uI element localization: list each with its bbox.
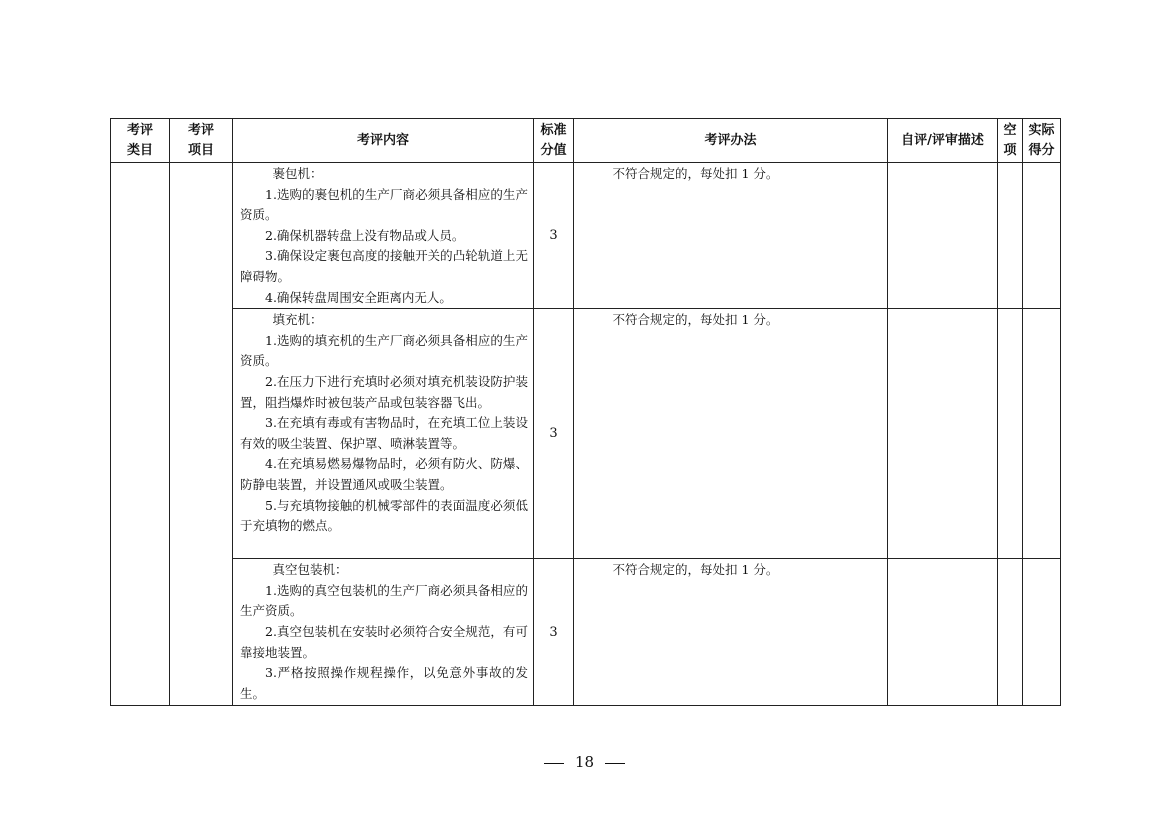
project-cell xyxy=(170,163,233,706)
header-self-review: 自评/评审描述 xyxy=(888,119,998,163)
table-header-row xyxy=(111,119,1061,163)
content-cell xyxy=(233,163,534,309)
content-title: 真空包装机： xyxy=(272,562,348,578)
header-standard-score: 标准 分值 xyxy=(534,119,574,163)
table-row xyxy=(111,163,1061,309)
content-item: 4.确保转盘周围安全距离内无人。 xyxy=(265,289,452,305)
self-review-cell[interactable] xyxy=(888,163,998,309)
actual-score-cell[interactable] xyxy=(1023,309,1061,559)
header-actual-score: 实际 得分 xyxy=(1023,119,1061,163)
content-item: 3.确保设定裹包高度的接触开关的凸轮轨道上无障碍物。 xyxy=(240,248,528,284)
content-item: 2.确保机器转盘上没有物品或人员。 xyxy=(265,227,465,243)
header-method: 考评办法 xyxy=(574,119,888,163)
evaluation-table xyxy=(110,118,1061,706)
content-cell xyxy=(233,309,534,559)
content-cell xyxy=(233,559,534,706)
footer-dash-right xyxy=(605,763,625,764)
content-item: 1.选购的填充机的生产厂商必须具备相应的生产资质。 xyxy=(240,332,528,369)
method-text: 不符合规定的，每处扣 1 分。 xyxy=(612,562,779,578)
category-cell xyxy=(111,163,170,706)
empty-item-cell[interactable] xyxy=(998,559,1023,706)
header-category: 考评 类目 xyxy=(111,119,170,163)
score-cell: 3 xyxy=(534,559,574,706)
method-cell xyxy=(574,163,888,309)
content-title: 裹包机： xyxy=(272,166,323,181)
actual-score-cell[interactable] xyxy=(1023,559,1061,706)
content-item: 3.在充填有毒或有害物品时，在充填工位上装设有效的吸尘装置、保护罩、喷淋装置等。 xyxy=(240,415,528,451)
method-cell xyxy=(574,309,888,559)
content-item: 2.真空包装机在安装时必须符合安全规范，有可靠接地装置。 xyxy=(240,623,528,660)
method-text: 不符合规定的，每处扣 1 分。 xyxy=(612,312,779,328)
content-title: 填充机： xyxy=(272,312,323,328)
score-cell: 3 xyxy=(534,163,574,309)
content-item: 1.选购的真空包装机的生产厂商必须具备相应的生产资质。 xyxy=(240,582,528,619)
score-cell: 3 xyxy=(534,309,574,559)
empty-item-cell[interactable] xyxy=(998,163,1023,309)
actual-score-cell[interactable] xyxy=(1023,163,1061,309)
self-review-cell[interactable] xyxy=(888,309,998,559)
page-number: 18 xyxy=(574,753,595,771)
content-item: 2.在压力下进行充填时必须对填充机装设防护装置，阻挡爆炸时被包装产品或包装容器飞出。 xyxy=(240,373,528,410)
footer-dash-left xyxy=(544,763,564,764)
content-item: 1.选购的裹包机的生产厂商必须具备相应的生产资质。 xyxy=(240,186,528,223)
method-text: 不符合规定的，每处扣 1 分。 xyxy=(612,166,779,181)
table-row xyxy=(111,309,1061,559)
empty-item-cell[interactable] xyxy=(998,309,1023,559)
page-footer xyxy=(0,751,1169,773)
content-item: 5.与充填物接触的机械零部件的表面温度必须低于充填物的燃点。 xyxy=(240,497,528,534)
content-item: 4.在充填易燃易爆物品时，必须有防火、防爆、防静电装置，并设置通风或吸尘装置。 xyxy=(240,456,528,492)
header-project: 考评 项目 xyxy=(170,119,233,163)
content-item: 3.严格按照操作规程操作，以免意外事故的发生。 xyxy=(240,665,528,701)
table-row xyxy=(111,559,1061,706)
header-content: 考评内容 xyxy=(233,119,534,163)
self-review-cell[interactable] xyxy=(888,559,998,706)
header-empty-item: 空 项 xyxy=(998,119,1023,163)
method-cell xyxy=(574,559,888,706)
